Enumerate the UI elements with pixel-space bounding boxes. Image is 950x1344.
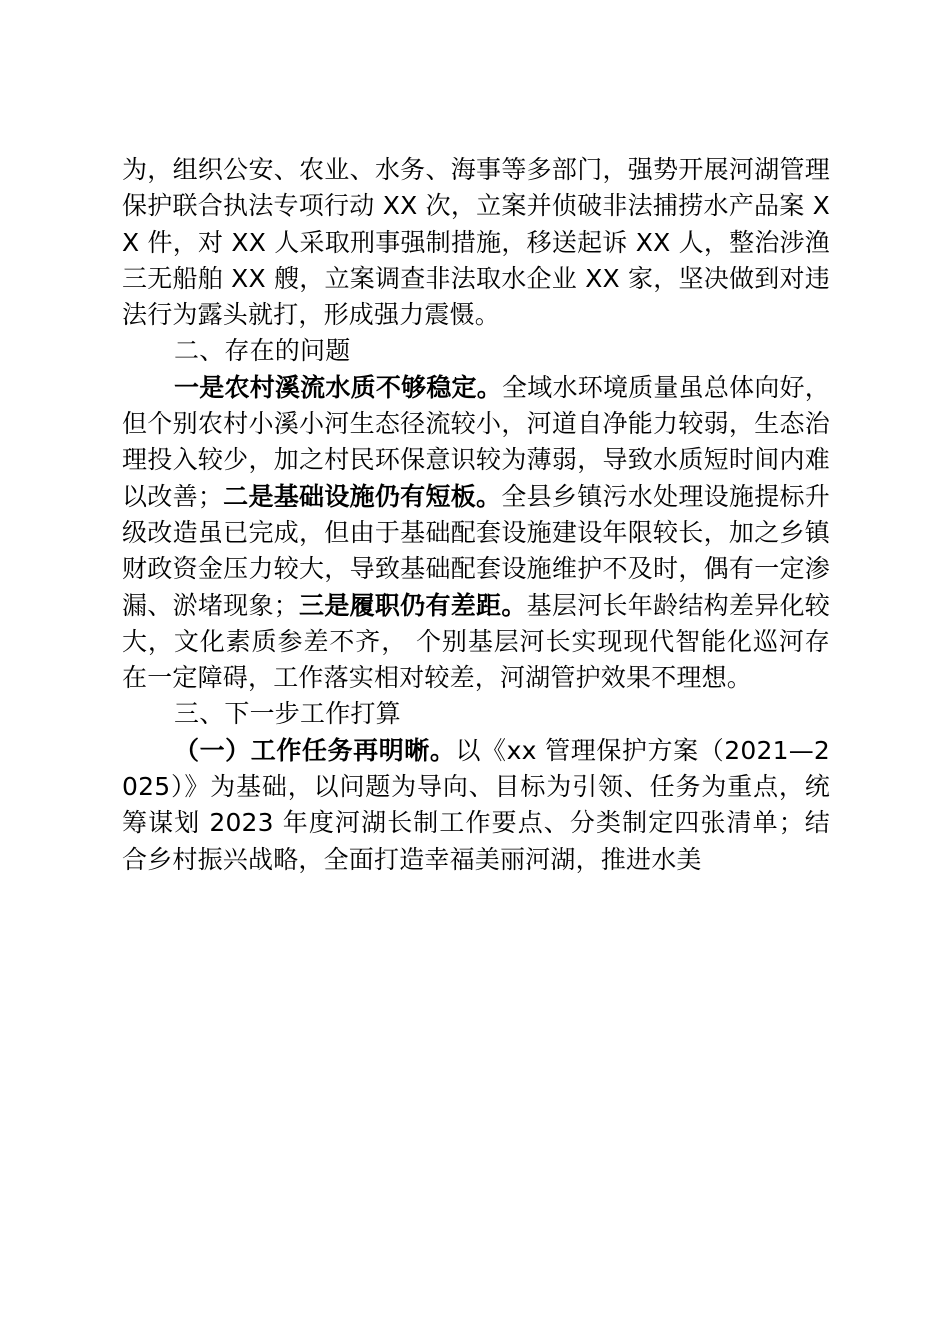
problem-1-title: 一是农村溪流水质不够稳定。 [174,372,503,402]
section-heading-next-steps: 三、下一步工作打算 [174,699,401,729]
paragraph-text: 为，组织公安、农业、水务、海事等多部门，强势开展河湖管理保护联合执法专项行动 XX 次，立案并侦破非法捕捞水产品案 XX 件，对 XX 人采取刑事强制措施，移送起诉 XX 人，整治涉渔三无船舶 XX 艘，立案调查非法取水企业 XX 家，坚决做到对违法行为露头就打，形成强力震慑。 [122,155,830,330]
paragraph-enforcement [122,152,830,333]
plan-1-text: 以《xx 管理保护方案（2021—2025）》为基础，以问题为导向、目标为引领、任务为重点，统筹谋划 2023 年度河湖长制工作要点、分类制定四张清单；结合乡村振兴战略，全面打造幸福美丽河湖，推进水美 [122,735,831,874]
paragraph-problems [122,370,830,697]
problem-2-title: 二是基础设施仍有短板。 [223,481,502,511]
plan-1-title: （一）工作任务再明晰。 [174,735,456,765]
problem-3-title: 三是履职仍有差距。 [298,590,527,620]
problem-3-text: 基层河长年龄结构差异化较大，文化素质参差不齐， 个别基层河长实现现代智能化巡河存在一定障碍，工作落实相对较差，河湖管护效果不理想。 [122,590,830,693]
document-body [122,152,830,878]
paragraph-plan [122,733,830,878]
problem-1-text: 全域水环境质量虽总体向好，但个别农村小溪小河生态径流较小，河道自净能力较弱，生态治理投入较少，加之村民环保意识较为薄弱，导致水质短时间内难以改善； [122,372,830,511]
section-heading-problems: 二、存在的问题 [174,336,351,366]
problem-2-text: 全县乡镇污水处理设施提标升级改造虽已完成，但由于基础配套设施建设年限较长，加之乡镇财政资金压力较大，导致基础配套设施维护不及时，偶有一定渗漏、淤堵现象； [122,481,831,620]
